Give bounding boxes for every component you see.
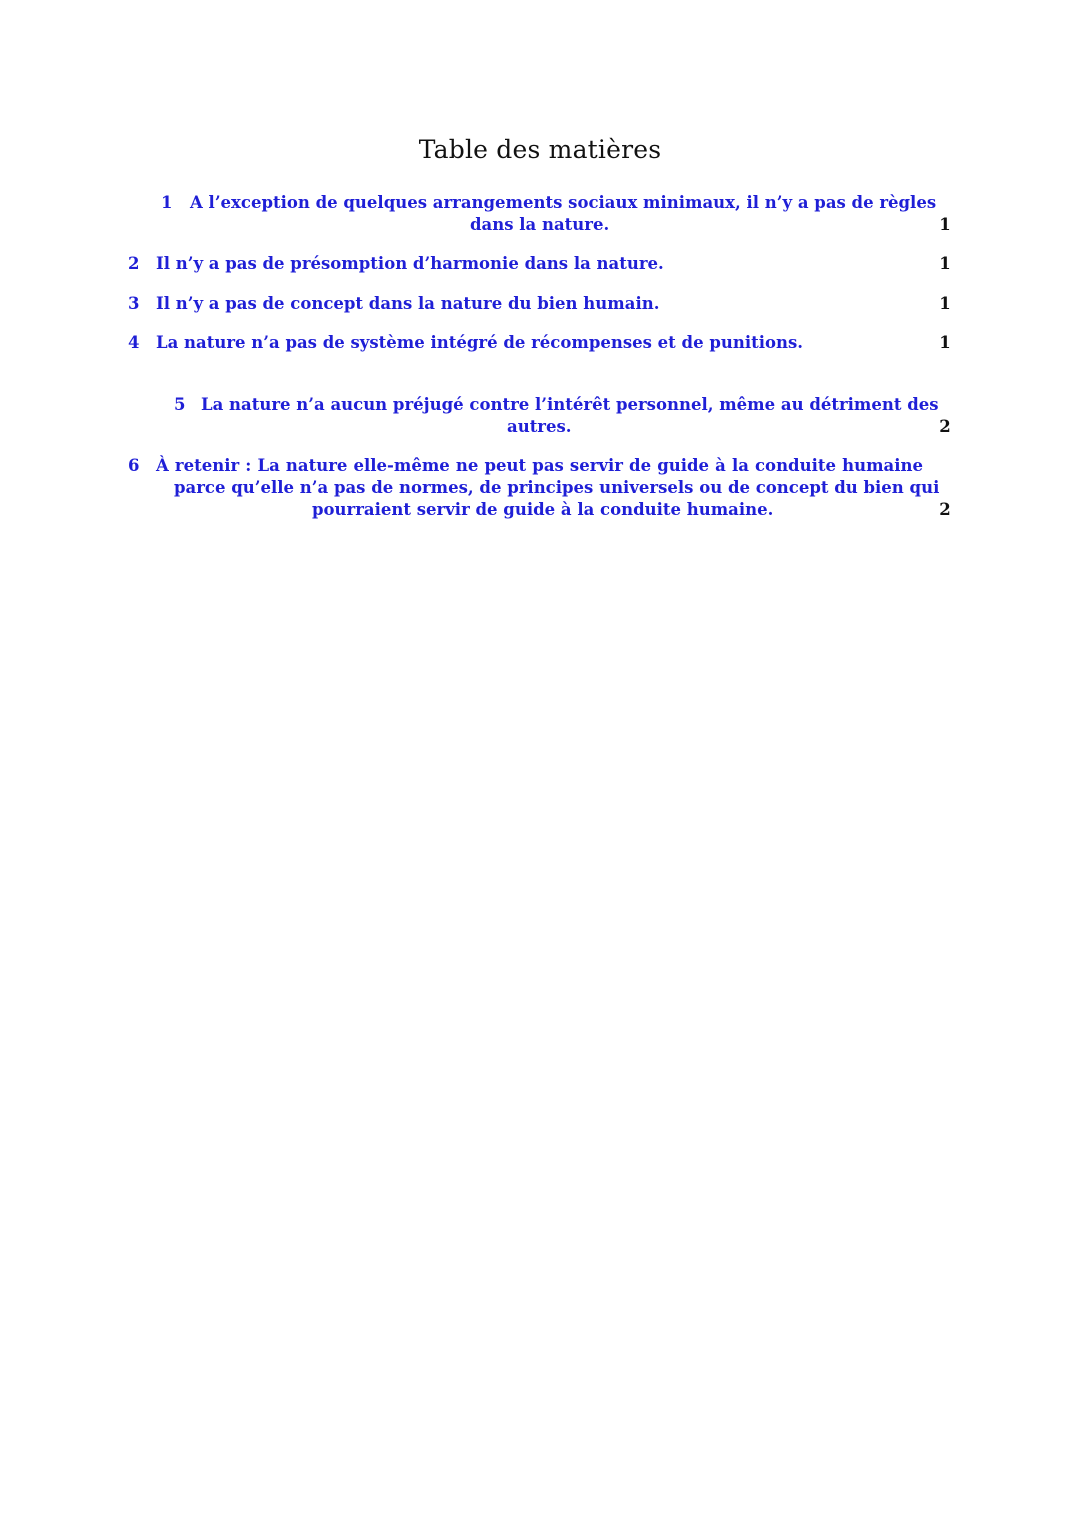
toc-entry-page: 1 <box>939 254 951 273</box>
toc-entry-number: 1 <box>161 193 173 212</box>
toc-entry-number: 4 <box>128 333 140 352</box>
toc-entry-number: 3 <box>128 294 140 313</box>
toc-entry-title-line: La nature n’a pas de système intégré de récompenses et de punitions. <box>156 333 804 352</box>
toc-entry-title-line: Il n’y a pas de présomption d’harmonie dans la nature. <box>156 254 664 273</box>
toc-entry-page: 1 <box>939 215 951 234</box>
toc-entry-title-line: autres. <box>507 417 572 436</box>
toc-entry-title-line: parce qu’elle n’a pas de normes, de principes universels ou de concept du bien qui <box>174 478 940 497</box>
toc-entry-page: 2 <box>939 417 951 436</box>
toc-entry-number: 5 <box>174 395 186 414</box>
toc-entry-page: 2 <box>939 500 951 519</box>
toc-entry-title-line: La nature n’a aucun préjugé contre l’intérêt personnel, même au détriment des <box>201 395 939 414</box>
toc-entry-title-line: Il n’y a pas de concept dans la nature du bien humain. <box>156 294 660 313</box>
toc-entry-title-line: pourraient servir de guide à la conduite humaine. <box>312 500 774 519</box>
toc-entry-title-line: dans la nature. <box>470 215 610 234</box>
toc-entry-title-line: A l’exception de quelques arrangements sociaux minimaux, il n’y a pas de règles <box>190 193 937 212</box>
toc-entry-title-line: À retenir : La nature elle-même ne peut pas servir de guide à la conduite humaine <box>156 456 923 475</box>
toc-entry-number: 6 <box>128 456 140 475</box>
toc-title: Table des matières <box>418 134 662 164</box>
toc-entry-number: 2 <box>128 254 140 273</box>
toc-entry-page: 1 <box>939 333 951 352</box>
toc-entry-page: 1 <box>939 294 951 313</box>
